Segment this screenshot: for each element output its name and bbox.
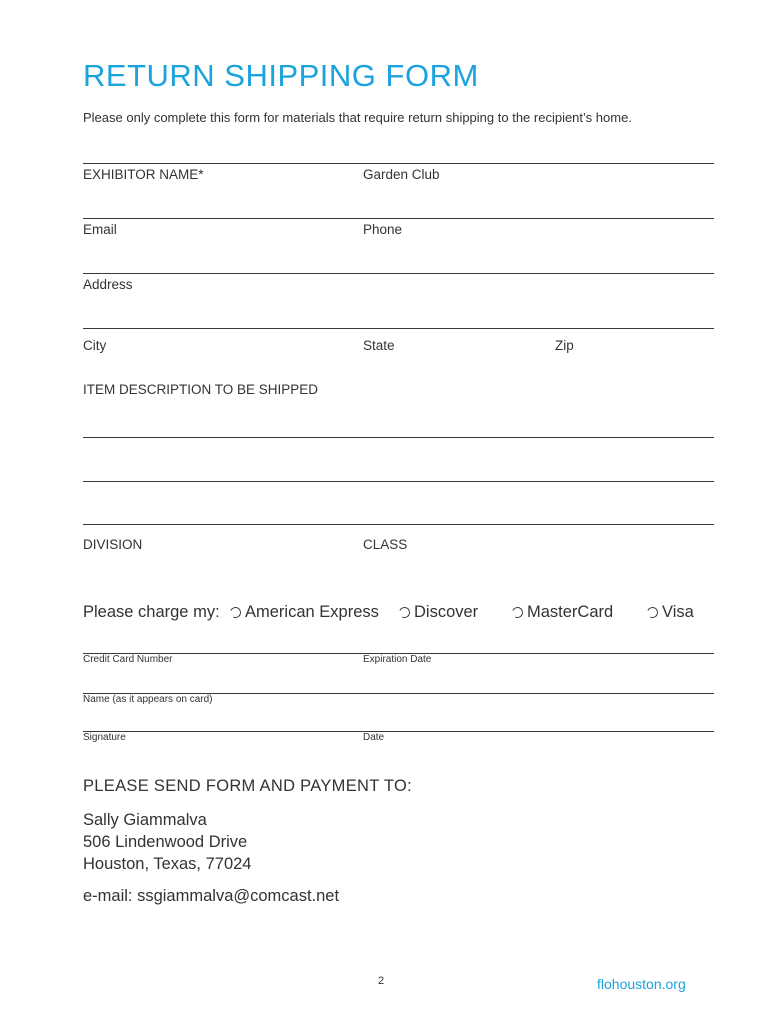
option-american-express[interactable] bbox=[230, 603, 379, 622]
class-label: CLASS bbox=[363, 537, 408, 552]
recipient-name: Sally Giammalva bbox=[83, 811, 207, 829]
state-label: State bbox=[363, 338, 395, 353]
website-link[interactable]: flohouston.org bbox=[597, 976, 686, 992]
email-phone-field[interactable] bbox=[83, 273, 714, 274]
city-label: City bbox=[83, 338, 107, 353]
recipient-city: Houston, Texas, 77024 bbox=[83, 855, 252, 873]
item-description-line-1[interactable] bbox=[83, 437, 714, 438]
exhibitor-name-field[interactable] bbox=[83, 218, 714, 219]
recipient-street: 506 Lindenwood Drive bbox=[83, 833, 248, 851]
radio-circle-icon bbox=[510, 605, 524, 619]
signature-field[interactable] bbox=[83, 731, 714, 732]
radio-circle-icon bbox=[228, 605, 242, 619]
intro-text: Please only complete this form for materials that require return shipping to the recipient’s home. bbox=[83, 110, 632, 125]
option-mastercard[interactable] bbox=[512, 603, 613, 622]
radio-circle-icon bbox=[397, 605, 411, 619]
garden-club-label: Garden Club bbox=[363, 167, 440, 182]
radio-circle-icon bbox=[645, 605, 659, 619]
option-label: American Express bbox=[245, 603, 379, 621]
page-title: RETURN SHIPPING FORM bbox=[83, 58, 479, 93]
item-description-label: ITEM DESCRIPTION TO BE SHIPPED bbox=[83, 382, 319, 397]
division-label: DIVISION bbox=[83, 537, 143, 552]
option-discover[interactable] bbox=[399, 603, 478, 622]
item-description-line-3[interactable] bbox=[83, 524, 714, 525]
recipient-email: e-mail: ssgiammalva@comcast.net bbox=[83, 887, 340, 905]
credit-card-number-label: Credit Card Number bbox=[83, 654, 173, 665]
option-label: Visa bbox=[662, 603, 694, 621]
phone-label: Phone bbox=[363, 222, 403, 237]
option-label: MasterCard bbox=[527, 603, 614, 621]
option-label: Discover bbox=[414, 603, 479, 621]
zip-label: Zip bbox=[555, 338, 574, 353]
name-on-card-label: Name (as it appears on card) bbox=[83, 694, 213, 705]
email-label: Email bbox=[83, 222, 117, 237]
send-to-heading: PLEASE SEND FORM AND PAYMENT TO: bbox=[83, 777, 412, 795]
date-label: Date bbox=[363, 732, 385, 743]
expiration-date-label: Expiration Date bbox=[363, 654, 432, 665]
address-field[interactable] bbox=[83, 328, 714, 329]
charge-prompt: Please charge my: bbox=[83, 603, 220, 621]
divider bbox=[83, 163, 714, 164]
exhibitor-name-label: EXHIBITOR NAME* bbox=[83, 167, 204, 182]
item-description-line-2[interactable] bbox=[83, 481, 714, 482]
signature-label: Signature bbox=[83, 732, 126, 743]
option-visa[interactable] bbox=[647, 603, 694, 622]
page-number: 2 bbox=[378, 975, 385, 987]
address-label: Address bbox=[83, 277, 133, 292]
